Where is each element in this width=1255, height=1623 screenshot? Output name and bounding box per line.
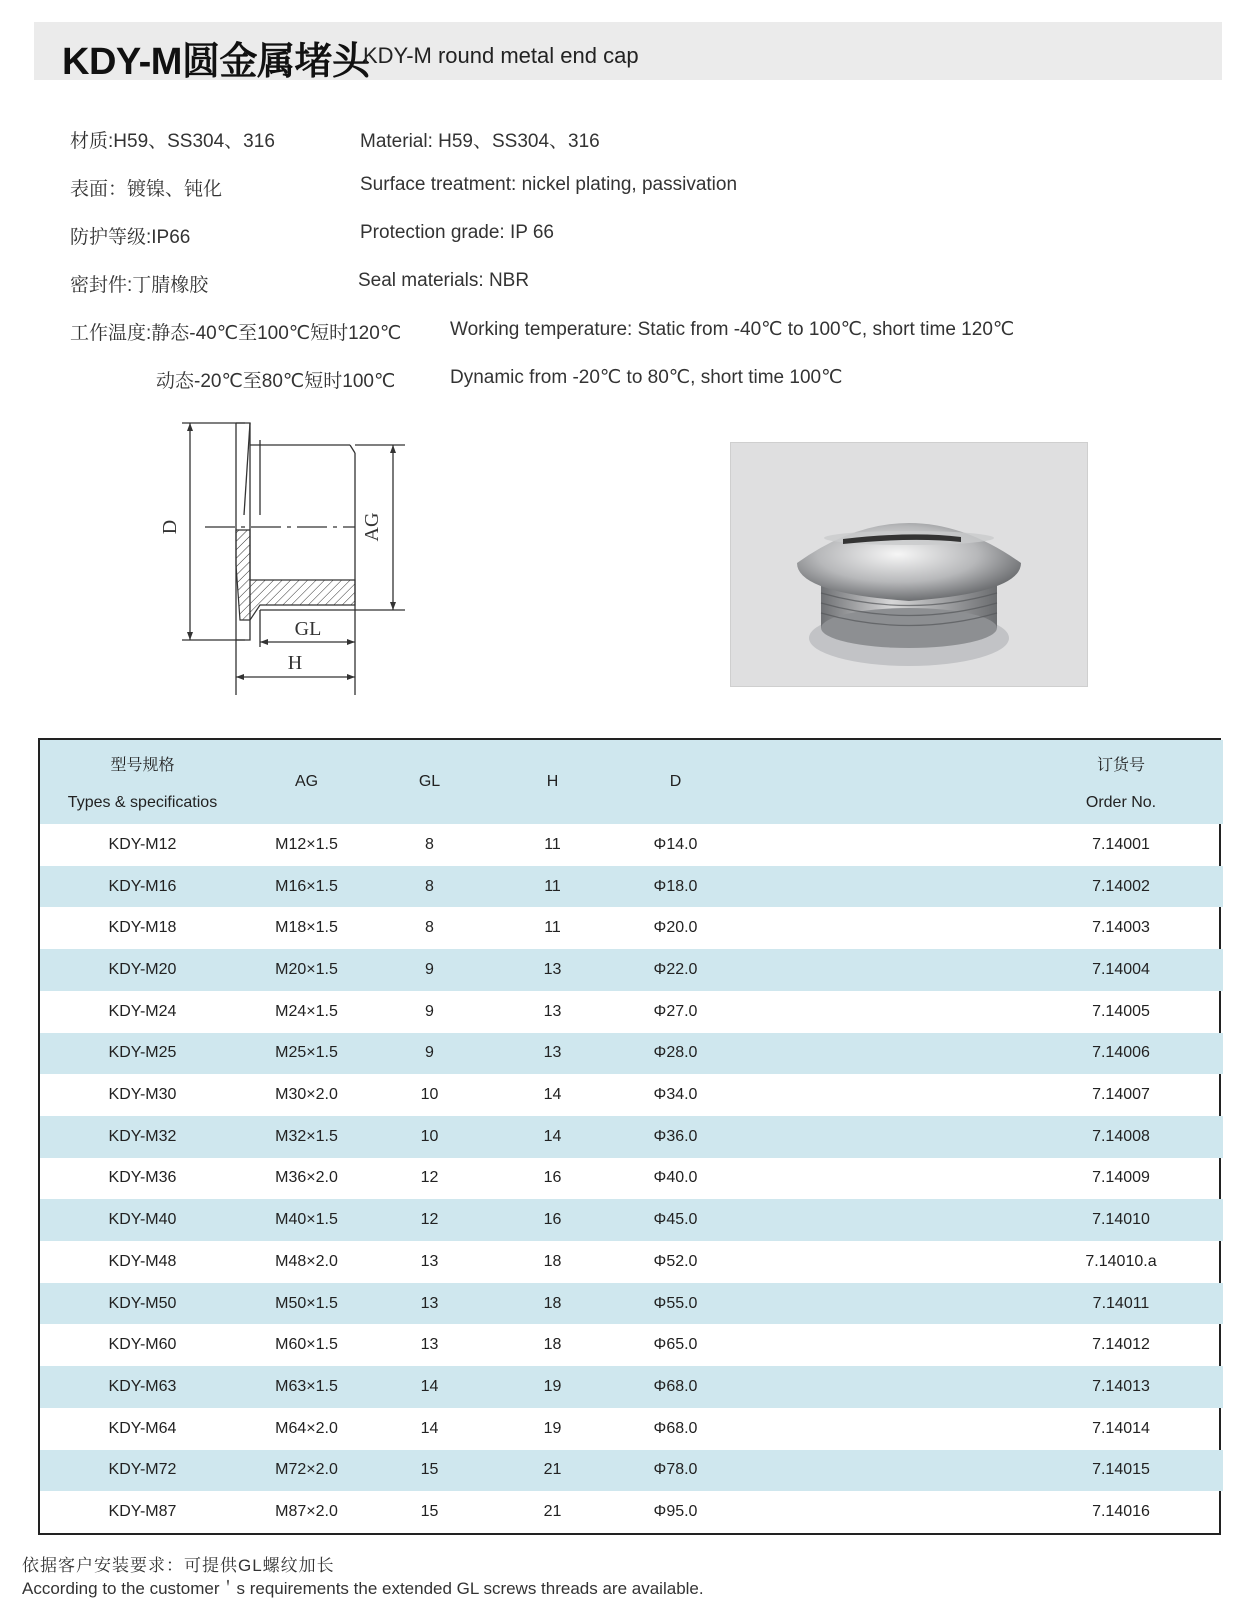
cell-h: 18 xyxy=(543,1252,562,1270)
cell-ag: M36×2.0 xyxy=(275,1169,338,1187)
header-d: D xyxy=(614,740,737,824)
cell-type: KDY-M24 xyxy=(108,1002,177,1020)
cell-spacer xyxy=(737,1074,1019,1116)
cell-gl: 8 xyxy=(425,919,434,937)
table-row xyxy=(40,907,1223,949)
cell-spacer xyxy=(737,1324,1019,1366)
cell-type: KDY-M48 xyxy=(108,1252,177,1270)
cell-d: Φ27.0 xyxy=(653,1002,698,1020)
cell-order: 7.14003 xyxy=(1092,919,1150,937)
cell-spacer xyxy=(737,1283,1019,1325)
cell-type: KDY-M18 xyxy=(108,919,177,937)
cell-spacer xyxy=(737,1366,1019,1408)
cell-order: 7.14014 xyxy=(1092,1419,1150,1437)
cell-d: Φ40.0 xyxy=(653,1169,698,1187)
cell-gl: 15 xyxy=(420,1503,439,1521)
table-row xyxy=(40,1324,1223,1366)
header-gl: GL xyxy=(368,740,491,824)
table-row xyxy=(40,1408,1223,1450)
cell-ag: M12×1.5 xyxy=(275,835,338,853)
cell-order: 7.14010.a xyxy=(1085,1252,1157,1270)
cell-type: KDY-M40 xyxy=(40,1199,245,1241)
cell-spacer xyxy=(737,866,1019,908)
cell-gl: 10 xyxy=(368,1116,491,1158)
cell-gl: 12 xyxy=(420,1169,439,1187)
metal-end-cap-image xyxy=(731,443,1087,686)
dim-label-gl: GL xyxy=(294,618,322,640)
cell-ag: M24×1.5 xyxy=(275,1002,338,1020)
cell-spacer xyxy=(737,991,1019,1033)
cell-ag: M18×1.5 xyxy=(275,919,338,937)
cell-ag: M16×1.5 xyxy=(245,866,368,908)
table-row xyxy=(40,1158,1223,1200)
header-h: H xyxy=(491,740,614,824)
cell-ag: M87×2.0 xyxy=(275,1503,338,1521)
cell-d: Φ55.0 xyxy=(614,1283,737,1325)
dim-label-ag: AG xyxy=(361,512,383,542)
cell-type: KDY-M16 xyxy=(40,866,245,908)
cell-d: Φ18.0 xyxy=(614,866,737,908)
cell-ag: M60×1.5 xyxy=(275,1336,338,1354)
cell-gl: 13 xyxy=(420,1252,439,1270)
page-subtitle: KDY-M round metal end cap xyxy=(363,43,639,68)
cell-gl: 14 xyxy=(368,1366,491,1408)
header-order-en: Order No. xyxy=(1085,794,1157,811)
cell-order: 7.14010 xyxy=(1019,1199,1223,1241)
dim-label-h: H xyxy=(287,652,303,674)
cell-order: 7.14005 xyxy=(1092,1002,1150,1020)
cell-d: Φ45.0 xyxy=(614,1199,737,1241)
cell-gl: 8 xyxy=(425,835,434,853)
cell-type: KDY-M30 xyxy=(108,1086,177,1104)
cell-type: KDY-M32 xyxy=(40,1116,245,1158)
cell-h: 14 xyxy=(491,1116,614,1158)
table-row xyxy=(40,1241,1223,1283)
cell-d: Φ14.0 xyxy=(653,835,698,853)
table-row xyxy=(40,991,1223,1033)
table-row xyxy=(40,949,1223,991)
cell-order: 7.14016 xyxy=(1092,1503,1150,1521)
cell-gl: 10 xyxy=(420,1086,439,1104)
spec-temp-dynamic-cn: 动态-20℃至80℃短时100℃ xyxy=(156,371,396,392)
cell-spacer xyxy=(737,1199,1019,1241)
table-row xyxy=(40,1491,1223,1533)
cell-gl: 13 xyxy=(368,1283,491,1325)
header-spacer xyxy=(737,740,1019,824)
header-ag: AG xyxy=(245,740,368,824)
table-row xyxy=(40,1366,1223,1408)
cell-ag: M72×2.0 xyxy=(245,1450,368,1492)
cell-order: 7.14015 xyxy=(1019,1450,1223,1492)
cell-order: 7.14012 xyxy=(1092,1336,1150,1354)
header-type xyxy=(40,740,245,824)
cell-h: 19 xyxy=(491,1366,614,1408)
cell-order: 7.14008 xyxy=(1019,1116,1223,1158)
spec-temp-static-cn: 工作温度:静态-40℃至100℃短时120℃ xyxy=(70,323,402,344)
cell-spacer xyxy=(737,1450,1019,1492)
cell-type: KDY-M87 xyxy=(108,1503,177,1521)
cell-ag: M63×1.5 xyxy=(245,1366,368,1408)
cell-gl: 12 xyxy=(368,1199,491,1241)
spec-seal-cn: 密封件:丁腈橡胶 xyxy=(70,275,209,296)
spec-surface-cn: 表面：镀镍、钝化 xyxy=(70,179,223,200)
cell-type: KDY-M36 xyxy=(108,1169,177,1187)
cell-h: 13 xyxy=(543,1002,562,1020)
cell-h: 18 xyxy=(543,1336,562,1354)
spec-surface-en: Surface treatment: nickel plating, passivation xyxy=(360,174,738,195)
spec-material-en: Material: H59、SS304、316 xyxy=(360,131,600,152)
cell-spacer xyxy=(737,907,1019,949)
cell-ag: M48×2.0 xyxy=(275,1252,338,1270)
cell-ag: M50×1.5 xyxy=(245,1283,368,1325)
cell-gl: 14 xyxy=(420,1419,439,1437)
cell-spacer xyxy=(737,824,1019,866)
product-photo xyxy=(730,442,1088,687)
cell-spacer xyxy=(737,1408,1019,1450)
cell-h: 11 xyxy=(544,835,561,853)
cell-h: 21 xyxy=(543,1503,562,1521)
cell-d: Φ36.0 xyxy=(614,1116,737,1158)
cell-h: 13 xyxy=(491,949,614,991)
cell-h: 13 xyxy=(491,1033,614,1075)
dim-label-d: D xyxy=(159,519,181,535)
table-row xyxy=(40,824,1223,866)
spec-material-cn: 材质:H59、SS304、316 xyxy=(70,131,275,152)
cell-spacer xyxy=(737,949,1019,991)
table-row xyxy=(40,1033,1223,1075)
header-order-cn: 订货号 xyxy=(1096,757,1145,774)
header-order xyxy=(1019,740,1223,824)
cell-d: Φ68.0 xyxy=(614,1366,737,1408)
cell-gl: 9 xyxy=(368,1033,491,1075)
cell-order: 7.14001 xyxy=(1092,835,1150,853)
footer-note-cn: 依据客户安装要求：可提供GL螺纹加长 xyxy=(22,1556,335,1575)
cell-order: 7.14011 xyxy=(1019,1283,1223,1325)
footer-note-en: According to the customer＇s requirements the extended GL screws threads are available. xyxy=(22,1579,704,1598)
cell-order: 7.14006 xyxy=(1019,1033,1223,1075)
table-row xyxy=(40,866,1223,908)
cell-order: 7.14002 xyxy=(1019,866,1223,908)
cell-type: KDY-M12 xyxy=(108,835,177,853)
cell-gl: 9 xyxy=(425,1002,434,1020)
cell-d: Φ78.0 xyxy=(614,1450,737,1492)
cell-h: 14 xyxy=(543,1086,562,1104)
cell-h: 18 xyxy=(491,1283,614,1325)
cell-h: 11 xyxy=(491,866,614,908)
cell-order: 7.14004 xyxy=(1019,949,1223,991)
cell-ag: M40×1.5 xyxy=(245,1199,368,1241)
cell-spacer xyxy=(737,1241,1019,1283)
cell-type: KDY-M64 xyxy=(108,1419,177,1437)
cell-type: KDY-M25 xyxy=(40,1033,245,1075)
cell-type: KDY-M63 xyxy=(40,1366,245,1408)
cell-d: Φ68.0 xyxy=(653,1419,698,1437)
table-row xyxy=(40,1199,1223,1241)
cell-h: 21 xyxy=(491,1450,614,1492)
table-row xyxy=(40,1450,1223,1492)
cell-spacer xyxy=(737,1158,1019,1200)
table-row xyxy=(40,1283,1223,1325)
table-row xyxy=(40,1074,1223,1116)
cell-spacer xyxy=(737,1116,1019,1158)
spec-protection-cn: 防护等级:IP66 xyxy=(70,227,191,248)
table-row xyxy=(40,1116,1223,1158)
cell-d: Φ34.0 xyxy=(653,1086,698,1104)
spec-seal-en: Seal materials: NBR xyxy=(358,270,530,291)
cell-d: Φ22.0 xyxy=(614,949,737,991)
cell-d: Φ52.0 xyxy=(653,1252,698,1270)
cell-h: 11 xyxy=(544,919,561,937)
cell-order: 7.14013 xyxy=(1019,1366,1223,1408)
cell-spacer xyxy=(737,1491,1019,1533)
cell-ag: M32×1.5 xyxy=(245,1116,368,1158)
cell-h: 16 xyxy=(543,1169,562,1187)
cell-h: 16 xyxy=(491,1199,614,1241)
cell-spacer xyxy=(737,1033,1019,1075)
cell-d: Φ28.0 xyxy=(614,1033,737,1075)
spec-temp-dynamic-en: Dynamic from -20℃ to 80℃, short time 100℃ xyxy=(450,367,843,388)
specification-table xyxy=(38,738,1221,1535)
cell-ag: M64×2.0 xyxy=(275,1419,338,1437)
cell-order: 7.14009 xyxy=(1092,1169,1150,1187)
cell-gl: 13 xyxy=(420,1336,439,1354)
cell-gl: 8 xyxy=(368,866,491,908)
cell-type: KDY-M60 xyxy=(108,1336,177,1354)
cell-ag: M25×1.5 xyxy=(245,1033,368,1075)
cell-order: 7.14007 xyxy=(1092,1086,1150,1104)
spec-temp-static-en: Working temperature: Static from -40℃ to 100℃, short time 120℃ xyxy=(450,319,1015,340)
page-title: KDY-M圆金属堵头 xyxy=(62,41,370,83)
header-type-cn: 型号规格 xyxy=(110,757,175,774)
spec-protection-en: Protection grade: IP 66 xyxy=(360,222,554,243)
cell-d: Φ65.0 xyxy=(653,1336,698,1354)
cell-type: KDY-M50 xyxy=(40,1283,245,1325)
cell-type: KDY-M20 xyxy=(40,949,245,991)
cell-ag: M20×1.5 xyxy=(245,949,368,991)
cell-type: KDY-M72 xyxy=(40,1450,245,1492)
cell-gl: 15 xyxy=(368,1450,491,1492)
cell-h: 19 xyxy=(543,1419,562,1437)
end-cap-technical-drawing xyxy=(150,415,420,705)
cell-d: Φ20.0 xyxy=(653,919,698,937)
header-type-en: Types & specificatios xyxy=(67,794,218,811)
cell-d: Φ95.0 xyxy=(653,1503,698,1521)
cell-ag: M30×2.0 xyxy=(275,1086,338,1104)
cell-gl: 9 xyxy=(368,949,491,991)
table-header-row xyxy=(40,740,1223,824)
